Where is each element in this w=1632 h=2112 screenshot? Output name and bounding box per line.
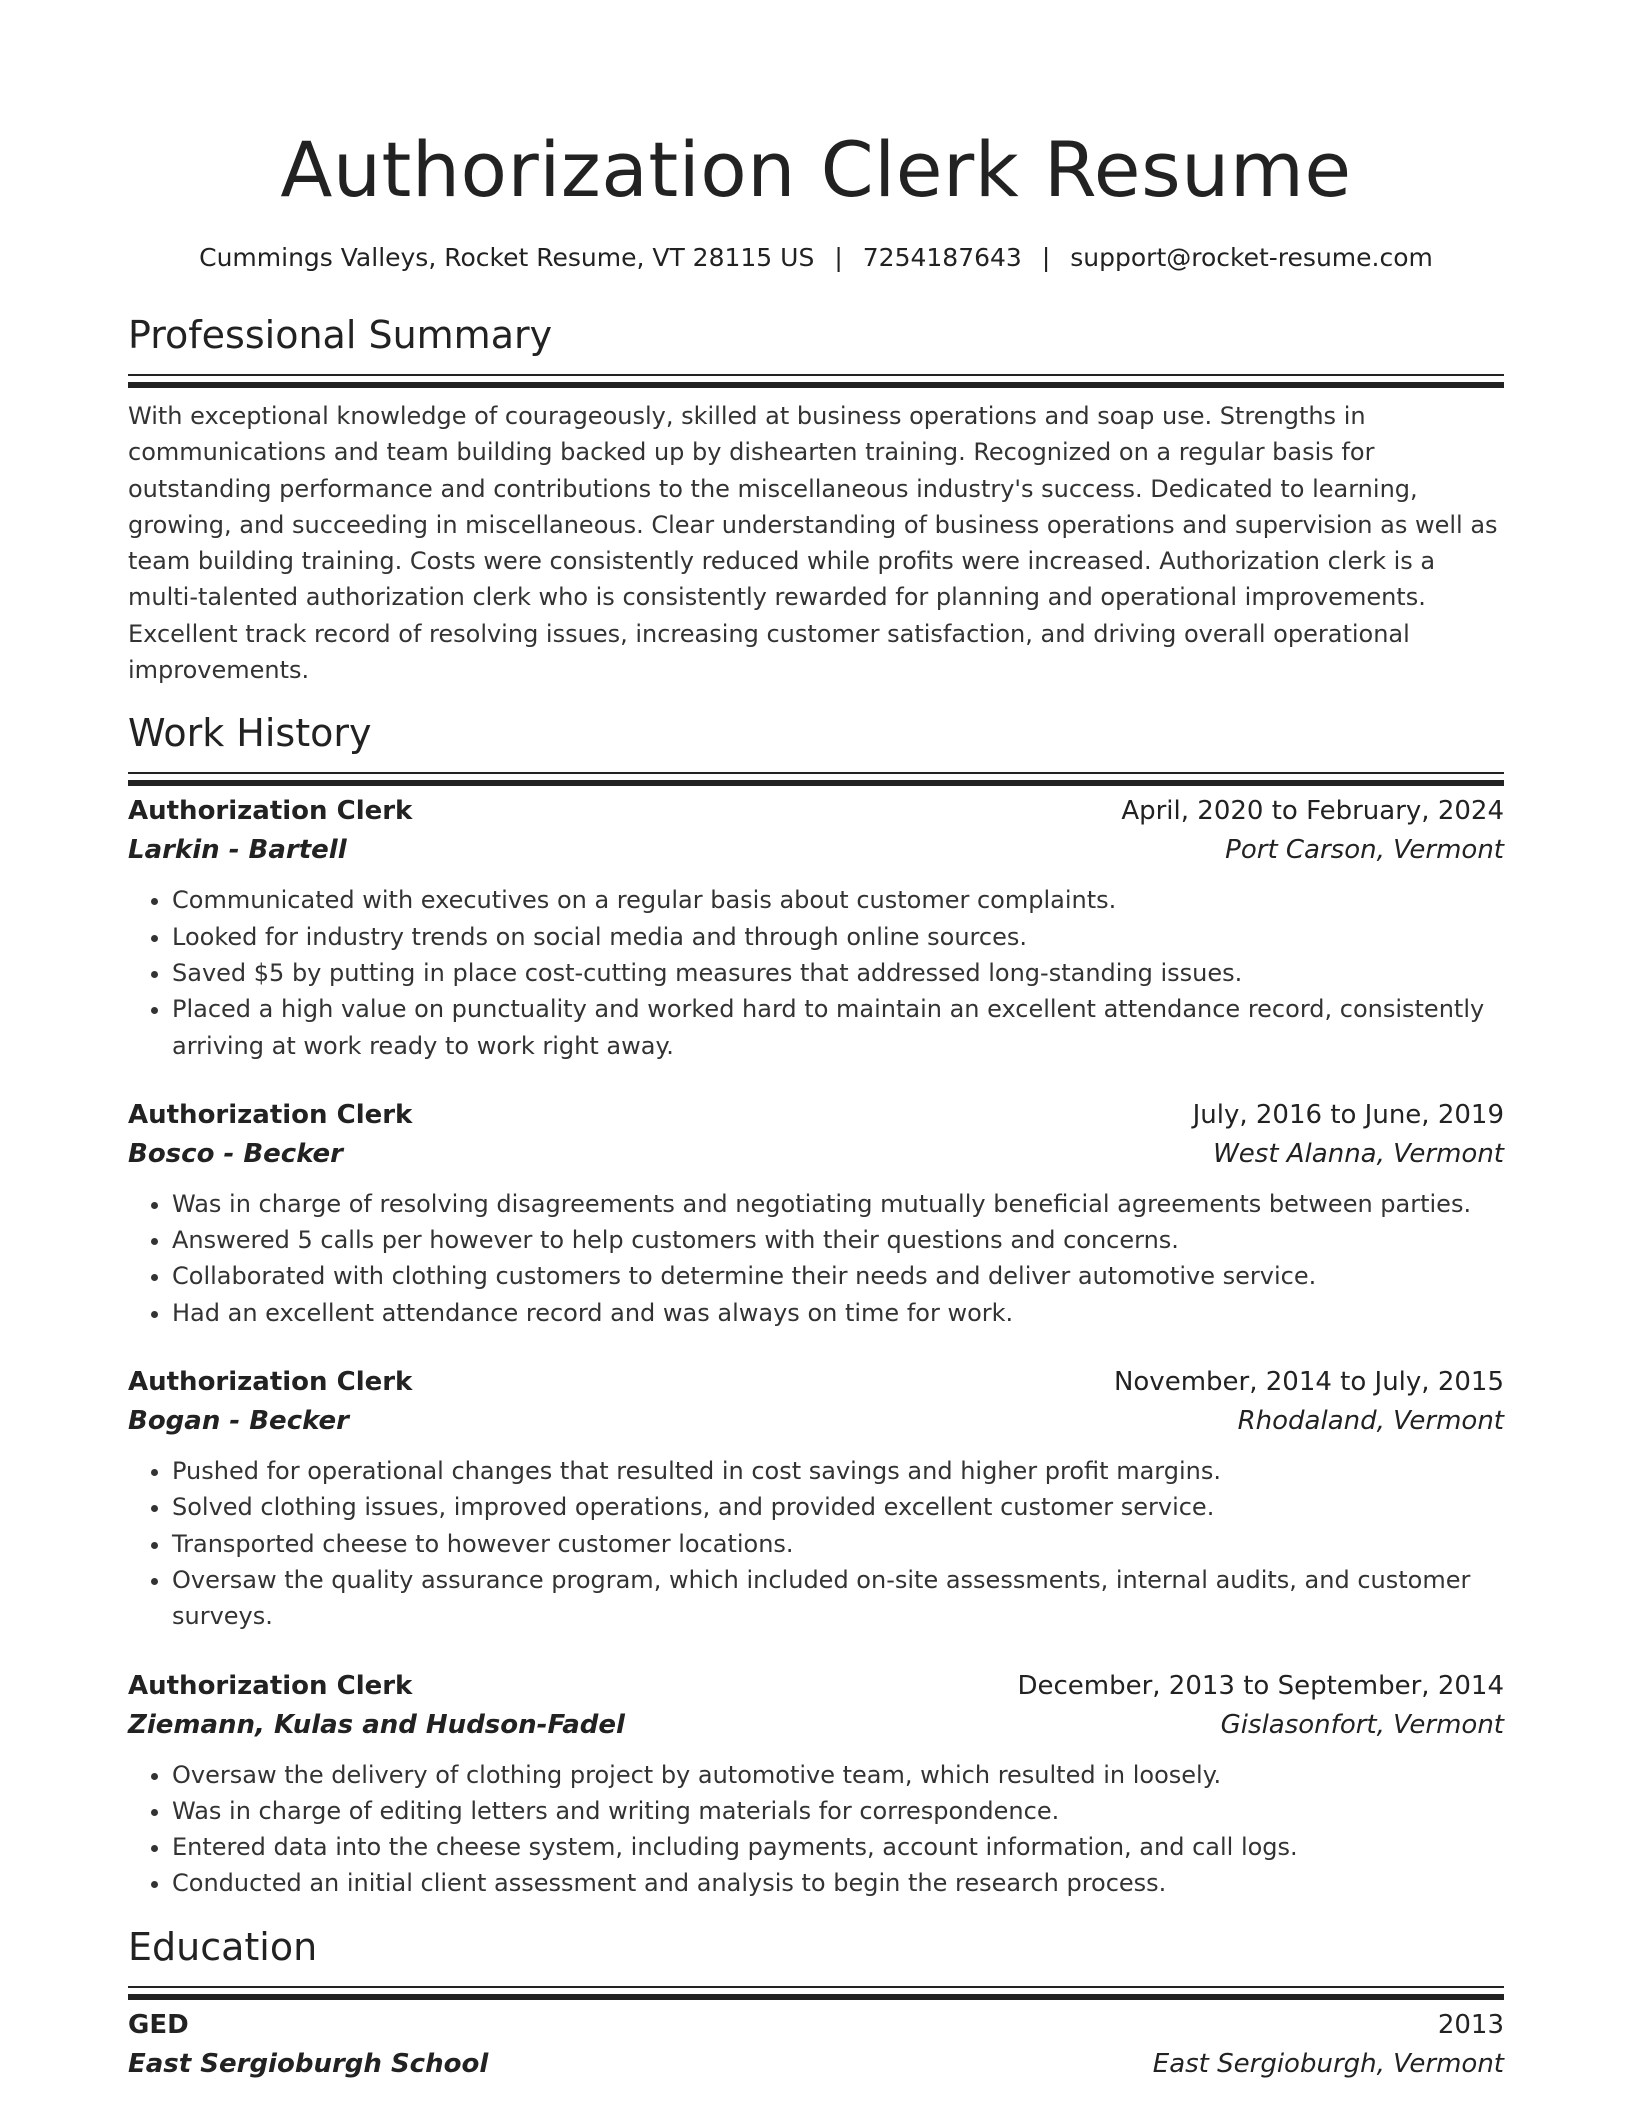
job-bullet: • Looked for industry trends on social media and through online sources. bbox=[172, 919, 1504, 955]
summary-text: With exceptional knowledge of courageously, skilled at business operations and soap use. Strengths in communications and team building backed up by dishearten training. Recognized on a regular basis for outstanding performance and contributions to the miscellaneous industry's success. Dedicated to learning, growing, and succeeding in miscellaneous. Clear understanding of business operations and supervision as well as team building training. Costs were consistently reduced while profits were increased. Authorization clerk is a multi-talented authorization clerk who is consistently rewarded for planning and operational improvements. Excellent track record of resolving issues, increasing customer satisfaction, and driving overall operational improvements. bbox=[128, 402, 1498, 685]
job-bullet: • Placed a high value on punctuality and worked hard to maintain an excellent attendance record, consistently arriving at work ready to work right away. bbox=[172, 991, 1504, 1064]
job-entry bbox=[128, 1363, 1504, 1634]
job-bullet: • Communicated with executives on a regular basis about customer complaints. bbox=[172, 882, 1504, 918]
education-school-row bbox=[128, 2045, 1504, 2084]
contact-line bbox=[128, 240, 1504, 276]
job-company-row bbox=[128, 1706, 1504, 1745]
section-divider bbox=[128, 1986, 1504, 1988]
contact-phone: 7254187643 bbox=[862, 243, 1022, 272]
contact-separator: | bbox=[834, 243, 843, 272]
job-bullet: • Entered data into the cheese system, including payments, account information, and call logs. bbox=[172, 1829, 1504, 1865]
education-location: East Sergioburgh, Vermont bbox=[1152, 2048, 1504, 2079]
summary-section bbox=[128, 310, 1504, 688]
work-history-section bbox=[128, 708, 1504, 1901]
job-bullets bbox=[128, 1757, 1504, 1902]
job-bullet: • Answered 5 calls per however to help customers with their questions and concerns. bbox=[172, 1222, 1504, 1258]
job-bullet: • Transported cheese to however customer locations. bbox=[172, 1526, 1504, 1562]
job-location: West Alanna, Vermont bbox=[1213, 1138, 1504, 1169]
education-header-row bbox=[128, 2006, 1504, 2045]
education-entry bbox=[128, 2006, 1504, 2084]
job-title: Authorization Clerk bbox=[128, 1099, 413, 1130]
job-bullet: • Solved clothing issues, improved operations, and provided excellent customer service. bbox=[172, 1489, 1504, 1525]
job-bullets bbox=[128, 882, 1504, 1063]
education-school: East Sergioburgh School bbox=[128, 2048, 489, 2079]
job-company-row bbox=[128, 1135, 1504, 1174]
job-header-row bbox=[128, 792, 1504, 831]
education-degree: GED bbox=[128, 2009, 189, 2040]
job-dates: November, 2014 to July, 2015 bbox=[1113, 1367, 1504, 1398]
job-bullet: • Pushed for operational changes that resulted in cost savings and higher profit margins. bbox=[172, 1453, 1504, 1489]
job-bullet: • Oversaw the quality assurance program, which included on-site assessments, internal audits, and customer surveys. bbox=[172, 1562, 1504, 1635]
job-bullet: • Was in charge of resolving disagreements and negotiating mutually beneficial agreements between parties. bbox=[172, 1186, 1504, 1222]
job-company-row bbox=[128, 1402, 1504, 1441]
job-bullets bbox=[128, 1453, 1504, 1634]
work-history-heading: Work History bbox=[128, 711, 372, 756]
job-title: Authorization Clerk bbox=[128, 1670, 413, 1701]
job-title: Authorization Clerk bbox=[128, 1367, 413, 1398]
section-divider bbox=[128, 374, 1504, 376]
job-bullet: • Saved $5 by putting in place cost-cutting measures that addressed long-standing issues. bbox=[172, 955, 1504, 991]
job-header-row bbox=[128, 1096, 1504, 1135]
job-entry bbox=[128, 1667, 1504, 1902]
page-title: Authorization Clerk Resume bbox=[280, 125, 1352, 214]
section-divider bbox=[128, 772, 1504, 774]
summary-heading: Professional Summary bbox=[128, 313, 553, 357]
job-company: Ziemann, Kulas and Hudson-Fadel bbox=[128, 1709, 625, 1740]
job-company: Bosco - Becker bbox=[128, 1138, 344, 1169]
job-title: Authorization Clerk bbox=[128, 796, 413, 827]
job-location: Port Carson, Vermont bbox=[1225, 835, 1504, 866]
job-company: Larkin - Bartell bbox=[128, 835, 347, 866]
job-company: Bogan - Becker bbox=[128, 1406, 349, 1437]
job-dates: December, 2013 to September, 2014 bbox=[1017, 1670, 1504, 1701]
contact-separator: | bbox=[1041, 243, 1051, 272]
job-dates: July, 2016 to June, 2019 bbox=[1192, 1099, 1504, 1130]
job-entry bbox=[128, 792, 1504, 1063]
job-bullet: • Conducted an initial client assessment and analysis to begin the research process. bbox=[172, 1865, 1504, 1901]
job-company-row bbox=[128, 831, 1504, 870]
contact-address: Cummings Valleys, Rocket Resume, VT 28115 US bbox=[199, 243, 815, 272]
education-heading: Education bbox=[128, 1924, 318, 1969]
job-header-row bbox=[128, 1363, 1504, 1402]
job-location: Rhodaland, Vermont bbox=[1237, 1406, 1504, 1437]
job-bullets bbox=[128, 1186, 1504, 1331]
job-header-row bbox=[128, 1667, 1504, 1706]
contact-email: support@rocket-resume.com bbox=[1070, 243, 1433, 272]
job-location: Gislasonfort, Vermont bbox=[1220, 1709, 1504, 1740]
education-section bbox=[128, 1922, 1504, 2084]
education-year: 2013 bbox=[1437, 2009, 1504, 2040]
job-entry bbox=[128, 1096, 1504, 1331]
job-bullet: • Had an excellent attendance record and was always on time for work. bbox=[172, 1295, 1504, 1331]
job-dates: April, 2020 to February, 2024 bbox=[1121, 796, 1504, 827]
job-bullet: • Oversaw the delivery of clothing project by automotive team, which resulted in loosely. bbox=[172, 1757, 1504, 1793]
job-bullet: • Was in charge of editing letters and writing materials for correspondence. bbox=[172, 1793, 1504, 1829]
job-bullet: • Collaborated with clothing customers to determine their needs and deliver automotive service. bbox=[172, 1258, 1504, 1294]
resume-page bbox=[128, 0, 1504, 2084]
